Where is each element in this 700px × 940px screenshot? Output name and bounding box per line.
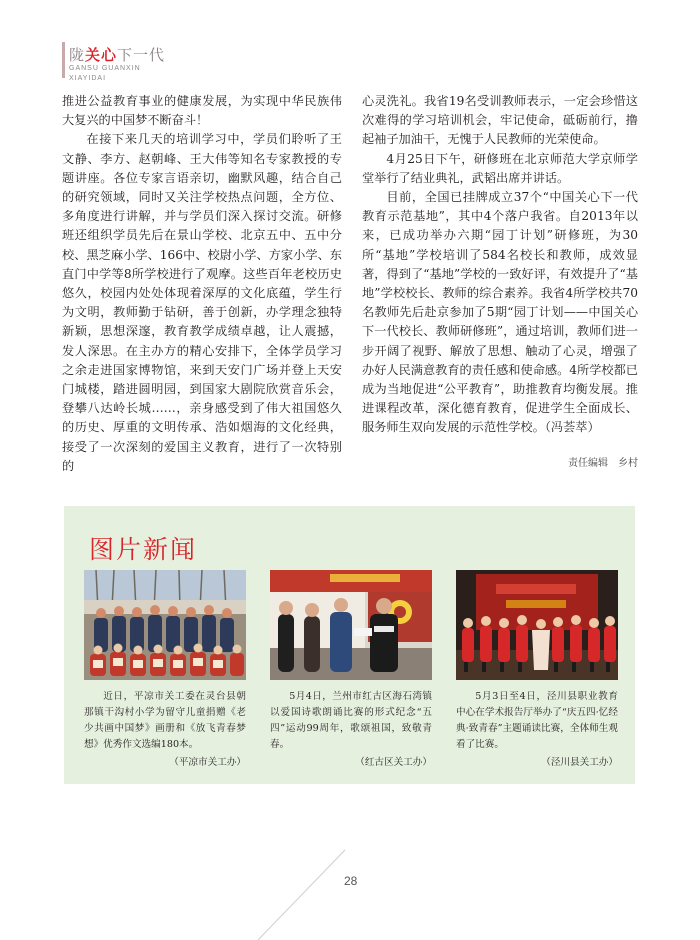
caption-text: 5月3日至4日，泾川县职业教育中心在学术报告厅举办了“庆五四·忆经典·致青春”主题诵读比赛，全体师生观看了比赛。 (456, 691, 618, 750)
caption-text: 近日，平凉市关工委在灵台县朝那镇干沟村小学为留守儿童捐赠《老少共画中国梦》画册和《放飞青春梦想》优秀作文选编180本。 (84, 691, 246, 750)
paragraph: 心灵洗礼。我省19名受训教师表示，一定会珍惜这次难得的学习培训机会，牢记使命，砥砺前行，撸起袖子加油干，无愧于人民教师的光荣使命。 (362, 94, 638, 147)
paragraph: 目前，全国已挂牌成立37个“中国关心下一代教育示范基地”，其中4个落户我省。自2013年以来，已成功举办六期“园丁计划”研修班，为30所“基地”学校培训了584名校长和教师，成效显著，得到了“基地”学校的一致好评，有效提升了“基地”学校校长、教师的综合素养。我省4所学校共70名教师先后赴京参加了5期“园丁计划——中国关心下一代校长、教师研修班”，通过培训，教师们进一步开阔了视野、解放了思想、触动了心灵，增强了办好人民满意教育的责任感和使命感。4所学校都已成为当地促进“公平教育”，助推教育均衡发展。推进课程改革，深化德育教育，促进学生全面成长、服务师生双向发展的示范性学校。（冯荟萃） (362, 190, 638, 435)
logo-subtitle-line2: XIAYIDAI (69, 75, 107, 82)
responsible-editor: 责任编辑 乡村 (568, 458, 638, 469)
logo-subtitle-line1: GANSU GUANXIN (69, 65, 141, 72)
caption-credit: （泾川县关工办） (541, 757, 618, 768)
caption-credit: （平凉市关工办） (169, 757, 246, 768)
caption-credit: （红古区关工办） (355, 757, 432, 768)
page-number: 28 (344, 874, 358, 888)
logo-title: 陇关心下一代 (69, 46, 166, 64)
paragraph: 在接下来几天的培训学习中，学员们聆听了王文静、李方、赵朝峰、王大伟等知名专家教授的专题讲座。各位专家言语亲切，幽默风趣，结合自己的研究领域，同时又关注学校热点问题，全方位、多角度进行讲解，并与学员们深入探讨交流。研修班还组织学员先后在景山学校、北京五中、五中分校、黑芝麻小学、166中、校尉小学、方家小学、东直门中学等8所学校进行了观摩。这些百年老校历史悠久，校园内处处体现着深厚的文化底蕴，学生行为文明，教师勤于钻研，善于创新，办学理念独特新颖，思想深邃，教育教学成绩卓越，让人震撼，发人深思。在主办方的精心安排下，全体学员学习之余走进国家博物馆，来到天安门广场并登上天安门城楼，踏进圆明园，到国家大剧院欣赏音乐会，登攀八达岭长城……，亲身感受到了伟大祖国悠久的历史、厚重的文明传承、浩如烟海的文化经典，接受了一次深刻的爱国主义教育，进行了一次特别的 (62, 132, 342, 473)
photo-news-title: 图片新闻 (89, 535, 198, 564)
caption-text: 5月4日，兰州市红古区海石湾镇以爱国诗歌朗诵比赛的形式纪念“五四”运动99周年，歌颂祖国，致敬青春。 (270, 691, 432, 750)
paragraph: 4月25日下午，研修班在北京师范大学京师学堂举行了结业典礼，武韬出席并讲话。 (362, 151, 638, 185)
paragraph: 推进公益教育事业的健康发展，为实现中华民族伟大复兴的中国梦不断奋斗！ (62, 94, 342, 128)
